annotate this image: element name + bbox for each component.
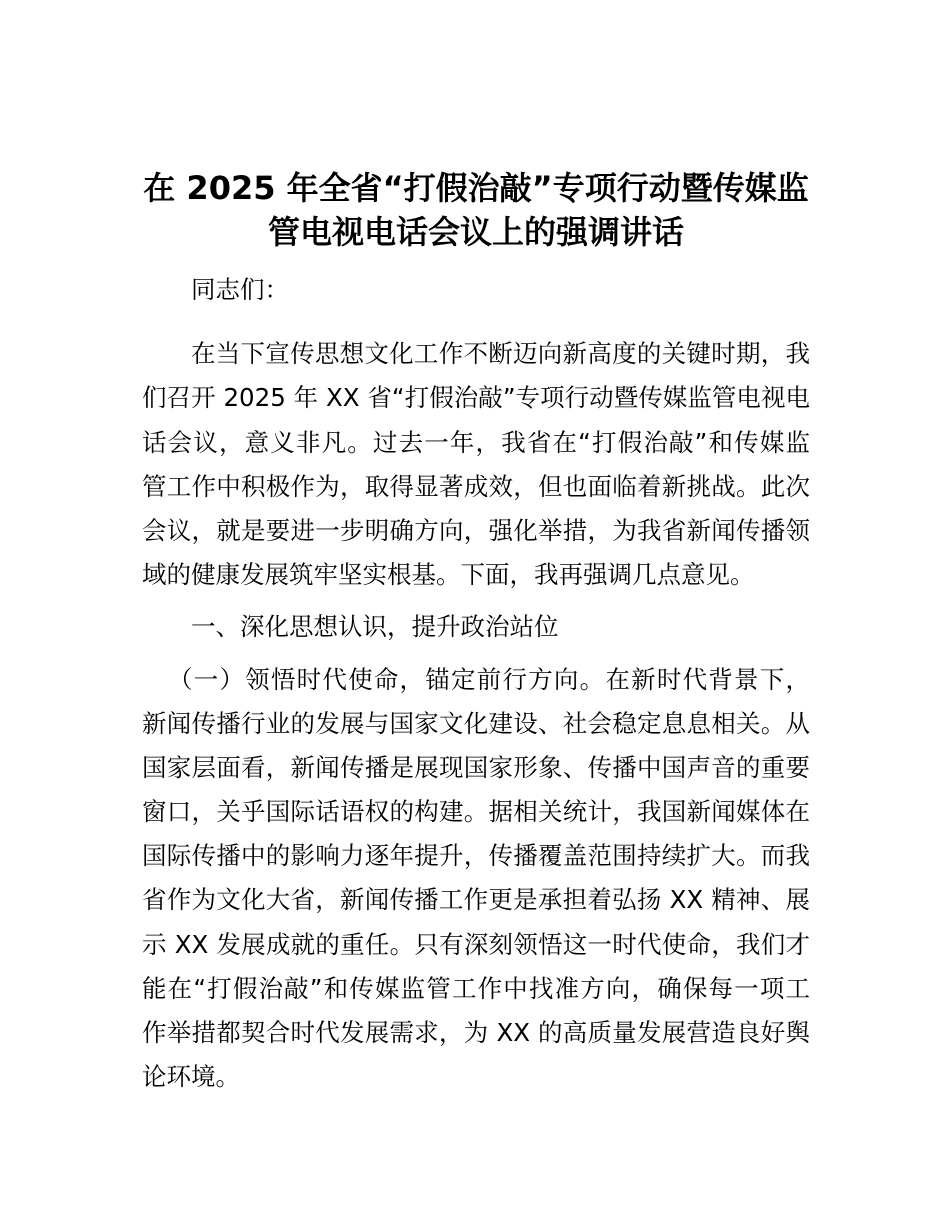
paragraph-line: 在当下宣传思想文化工作不断迈向新高度的关键时期，我 bbox=[191, 339, 810, 369]
paragraph-line: 省作为文化大省，新闻传播工作更是承担着弘扬 XX 精神、展 bbox=[142, 885, 810, 915]
paragraph-subsection-1 bbox=[142, 658, 810, 1100]
title-line: 在 2025 年全省“打假治敲”专项行动暨传媒监 bbox=[143, 169, 809, 207]
paragraph-line: 话会议，意义非凡。过去一年，我省在“打假治敲”和传媒监 bbox=[142, 427, 810, 457]
paragraph-line: 作举措都契合时代发展需求，为 XX 的高质量发展营造良好舆 bbox=[142, 1018, 810, 1047]
heading-line: 一、深化思想认识，提升政治站位 bbox=[191, 612, 559, 642]
salutation: 同志们： bbox=[191, 275, 289, 304]
paragraph-line: 国家层面看，新闻传播是展现国家形象、传播中国声音的重要 bbox=[142, 752, 810, 782]
title-line: 管电视电话会议上的强调讲话 bbox=[267, 213, 684, 252]
paragraph-line: 会议，就是要进一步明确方向，强化举措，为我省新闻传播领 bbox=[142, 515, 810, 545]
section-heading bbox=[142, 605, 810, 649]
paragraph-line: 示 XX 发展成就的重任。只有深刻领悟这一时代使命，我们才 bbox=[142, 929, 810, 959]
paragraph-line: 新闻传播行业的发展与国家文化建设、社会稳定息息相关。从 bbox=[142, 708, 810, 738]
paragraph-line: 论环境。 bbox=[142, 1062, 240, 1092]
paragraph-line: 们召开 2025 年 XX 省“打假治敲”专项行动暨传媒监管电视电 bbox=[142, 383, 810, 413]
document-title bbox=[132, 166, 820, 254]
paragraph-line: （一）领悟时代使命，锚定前行方向。在新时代背景下， bbox=[168, 664, 810, 694]
paragraph-line: 域的健康发展筑牢坚实根基。下面，我再强调几点意见。 bbox=[142, 560, 755, 590]
paragraph-intro bbox=[142, 332, 810, 597]
paragraph-line: 窗口，关乎国际话语权的构建。据相关统计，我国新闻媒体在 bbox=[142, 797, 810, 827]
paragraph-line: 能在“打假治敲”和传媒监管工作中找准方向，确保每一项工 bbox=[142, 973, 810, 1003]
paragraph-line: 国际传播中的影响力逐年提升，传播覆盖范围持续扩大。而我 bbox=[142, 841, 810, 871]
paragraph-line: 管工作中积极作为，取得显著成效，但也面临着新挑战。此次 bbox=[142, 471, 810, 501]
document-body bbox=[142, 268, 810, 1099]
